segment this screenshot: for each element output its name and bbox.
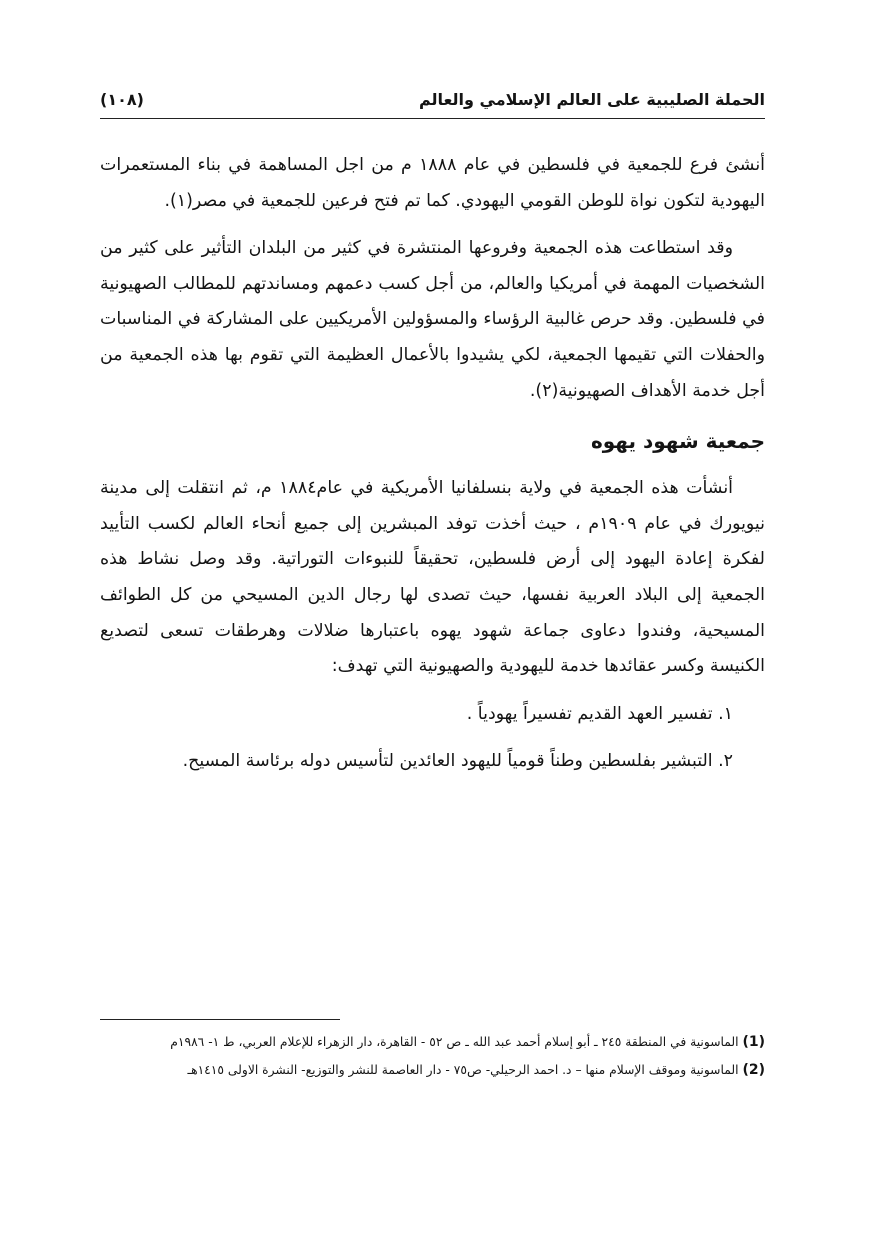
body-text [100, 148, 765, 792]
footnote [100, 1058, 765, 1082]
list-item: ١. تفسير العهد القديم تفسيراً يهودياً . [466, 703, 733, 724]
footnotes [100, 1030, 765, 1086]
footnote-mark: (2) [742, 1062, 765, 1078]
header-title: الحملة الصليبية على العالم الإسلامي والعالم [418, 90, 765, 109]
section-heading: جمعية شهود يهوه [590, 429, 765, 454]
paragraph: أنشئ فرع للجمعية في فلسطين في عام ١٨٨٨ م من اجل المساهمة في بناء المستعمرات اليهودية لتكون نواة للوطن القومي اليهودي. كما تم فتح فرعين للجمعية في مصر(١). [100, 155, 765, 211]
running-header [100, 84, 765, 119]
footnote-mark: (1) [742, 1034, 765, 1050]
document-page [100, 0, 765, 1240]
page-number: (١٠٨) [100, 90, 144, 109]
paragraph: أنشأت هذه الجمعية في ولاية بنسلفانيا الأمريكية في عام١٨٨٤ م، ثم انتقلت إلى مدينة نيويورك في عام ١٩٠٩م ، حيث أخذت توفد المبشرين إلى جميع أنحاء العالم لكسب التأييد لفكرة إعادة اليهود إلى أرض فلسطين، تحقيقاً للنبوءات التوراتية. وقد وصل نشاط هذه الجمعية إلى البلاد العربية نفسها، حيث تصدى لها رجال الدين المسيحي من كل الطوائف المسيحية، وفندوا دعاوى جماعة شهود يهوه باعتبارها ضلالات وهرطقات تسعى لتصديع الكنيسة وكسر عقائدها خدمة لليهودية والصهيونية التي تهدف: [100, 478, 765, 677]
footnote-text: الماسونية في المنطقة ٢٤٥ ـ أبو إسلام أحمد عبد الله ـ ص ٥٢ - القاهرة، دار الزهراء للإعلام العربي، ط ١- ١٩٨٦م [170, 1035, 739, 1049]
list-item: ٢. التبشير بفلسطين وطناً قومياً لليهود العائدين لتأسيس دوله برئاسة المسيح. [182, 751, 733, 772]
footnote-text: الماسونية وموقف الإسلام منها – د. احمد الرحيلي- ص٧٥ - دار العاصمة للنشر والتوزيع- النشرة الاولى ١٤١٥هـ [187, 1063, 739, 1077]
footnote [100, 1030, 765, 1054]
paragraph: وقد استطاعت هذه الجمعية وفروعها المنتشرة في كثير من البلدان التأثير على كثير من الشخصيات المهمة في أمريكيا والعالم، من أجل كسب دعمهم ومساندتهم للمطالب الصهيونية في فلسطين. وقد حرص غالبية الرؤساء والمسؤولين الأمريكيين على المشاركة في المناسبات والحفلات التي تقيمها الجمعية، لكي يشيدوا بالأعمال العظيمة التي تقوم بها هذه الجمعية من أجل خدمة الأهداف الصهيونية(٢). [100, 238, 765, 401]
footnote-divider [100, 1019, 340, 1020]
